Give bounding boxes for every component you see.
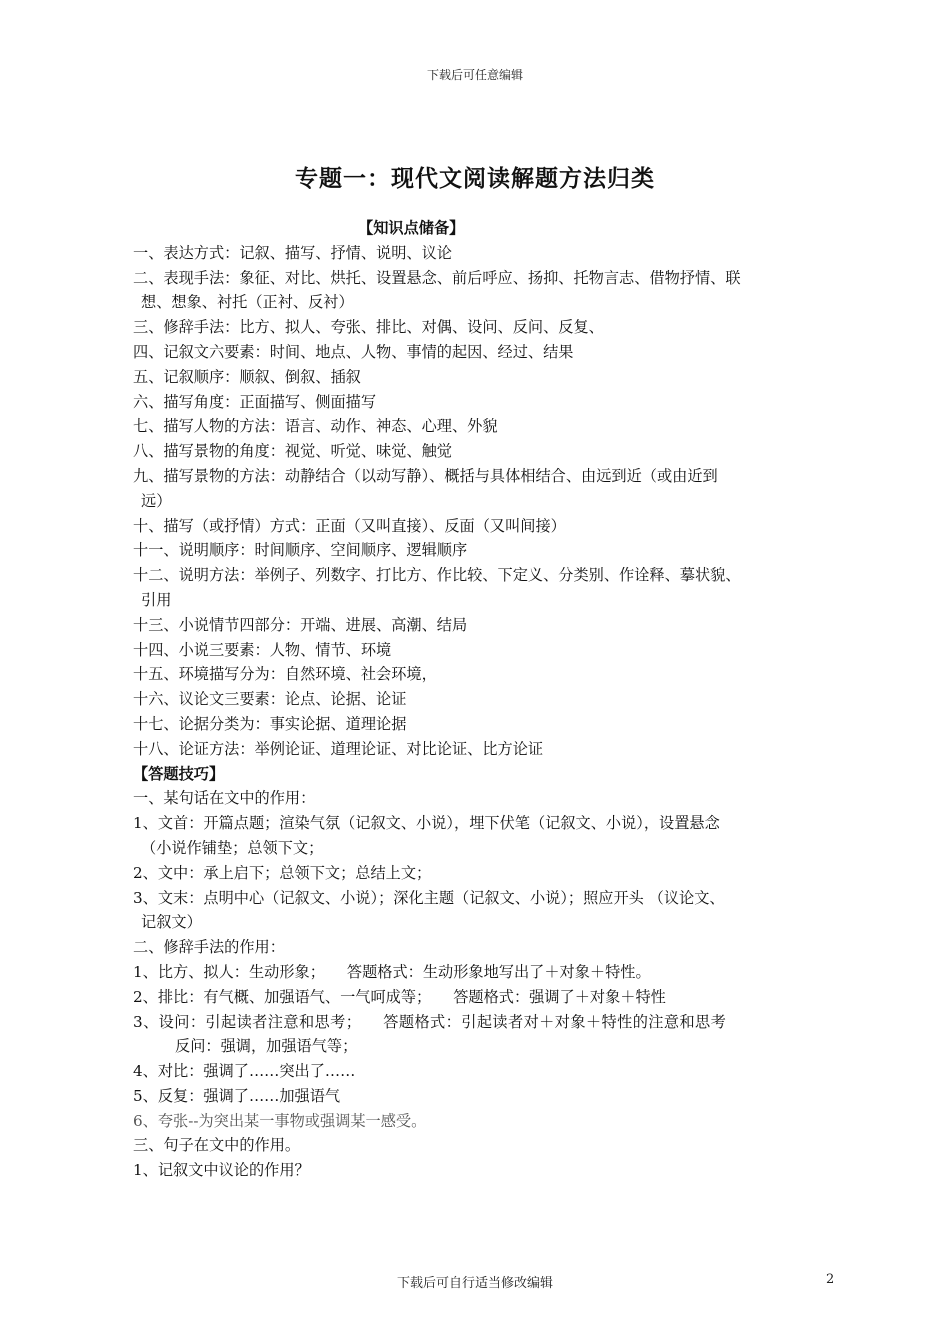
knowledge-item: 四、记叙文六要素：时间、地点、人物、事情的起因、经过、结果 [133,342,574,361]
skill-item-continued: 记叙文） [141,913,202,932]
knowledge-item: 八、描写景物的角度：视觉、听觉、味觉、触觉 [133,442,452,461]
skill-item [133,985,823,1010]
answer-format: 答题格式：生动形象地写出了＋对象＋特性。 [346,962,651,981]
skill-item: 1、记叙文中议论的作用？ [133,1161,310,1180]
document-body [133,216,823,1183]
knowledge-item: 十六、议论文三要素：论点、论据、论证 [133,690,407,709]
skill-subheading: 一、某句话在文中的作用： [133,789,316,808]
knowledge-item: 三、修辞手法：比方、拟人、夸张、排比、对偶、设问、反问、反复、 [133,318,604,337]
knowledge-item: 一、表达方式：记叙、描写、抒情、说明、议论 [133,243,452,262]
knowledge-item: 五、记叙顺序：顺叙、倒叙、插叙 [133,367,361,386]
knowledge-item: 十八、论证方法：举例论证、道理论证、对比论证、比方论证 [133,739,544,758]
document-title: 专题一：现代文阅读解题方法归类 [295,165,655,192]
knowledge-item-continued: 远） [141,491,172,510]
knowledge-item: 十一、说明顺序：时间顺序、空间顺序、逻辑顺序 [133,541,468,560]
knowledge-item-continued: 想、想象、衬托（正衬、反衬） [141,293,354,312]
skill-subheading: 二、修辞手法的作用： [133,938,285,957]
knowledge-item: 七、描写人物的方法：语言、动作、神态、心理、外貌 [133,417,498,436]
page-footer: 下载后可自行适当修改编辑 [396,1276,553,1291]
skill-subheading: 三、句子在文中的作用。 [133,1136,301,1155]
knowledge-item: 二、表现手法：象征、对比、烘托、设置悬念、前后呼应、扬抑、托物言志、借物抒情、联 [133,268,741,287]
knowledge-item: 十七、论据分类为：事实论据、道理论据 [133,714,407,733]
skill-item: 6、夸张--为突出某一事物或强调某一感受。 [133,1111,427,1130]
page-header: 下载后可任意编辑 [426,68,523,82]
skill-item-continued: （小说作铺垫；总领下文； [141,838,324,857]
knowledge-item: 十二、说明方法：举例子、列数字、打比方、作比较、下定义、分类别、作诠释、摹状貌、 [133,566,741,585]
skill-item: 1、文首：开篇点题；渲染气氛（记叙文、小说），埋下伏笔（记叙文、小说），设置悬念 [133,814,720,833]
skill-item [133,1010,823,1035]
skill-item: 4、对比：强调了……突出了…… [133,1062,356,1081]
skill-item: 3、文末：点明中心（记叙文、小说）；深化主题（记叙文、小说）；照应开头 （议论文、 [133,888,725,907]
knowledge-item: 十五、环境描写分为：自然环境、社会环境， [133,665,437,684]
knowledge-item: 九、描写景物的方法：动静结合（以动写静）、概括与具体相结合、由远到近（或由近到 [133,466,718,485]
knowledge-item: 六、描写角度：正面描写、侧面描写 [133,392,376,411]
section-heading-knowledge: 【知识点储备】 [358,219,465,237]
knowledge-item: 十、描写（或抒情）方式：正面（又叫直接）、反面（又叫间接） [133,516,566,535]
page-number: 2 [826,1272,835,1287]
skill-effect: 2、排比：有气概、加强语气、一气呵成等； [133,987,432,1006]
skill-effect: 3、设问：引起读者注意和思考； [133,1012,362,1031]
knowledge-item: 十三、小说情节四部分：开端、进展、高潮、结局 [133,615,468,634]
knowledge-item-continued: 引用 [141,590,172,609]
skill-item-continued: 反问：强调，加强语气等； [175,1037,358,1056]
skill-effect: 1、比方、拟人：生动形象； [133,962,325,981]
answer-format: 答题格式：强调了＋对象＋特性 [453,987,666,1006]
skill-item: 2、文中：承上启下；总领下文；总结上文； [133,863,432,882]
skill-item: 5、反复：强调了……加强语气 [133,1086,341,1105]
answer-format: 答题格式：引起读者对＋对象＋特性的注意和思考 [383,1012,727,1031]
section-heading-skills: 【答题技巧】 [133,764,225,783]
knowledge-item: 十四、小说三要素：人物、情节、环境 [133,640,392,659]
skill-item [133,960,823,985]
